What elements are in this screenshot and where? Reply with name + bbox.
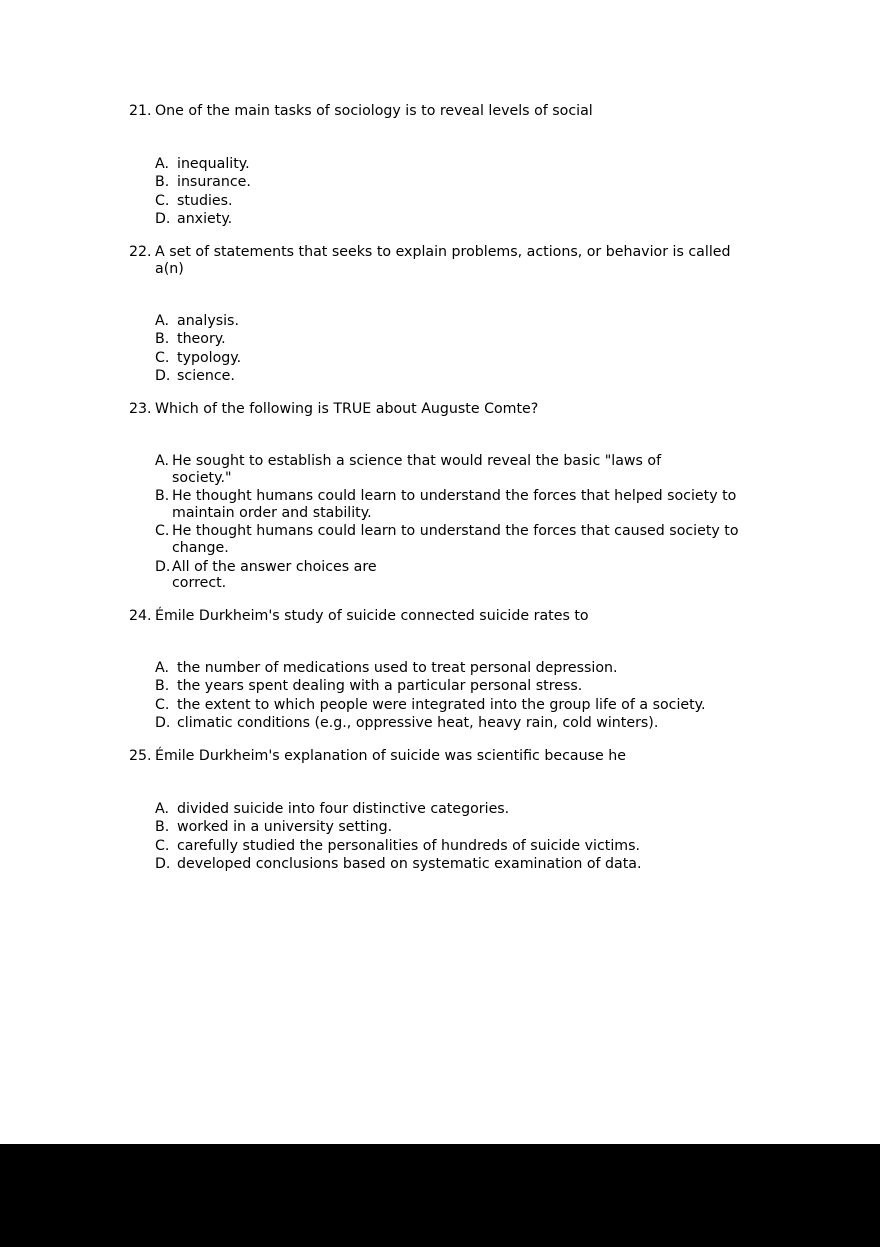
option-a [155, 659, 755, 677]
page-bottom-margin [0, 1144, 880, 1247]
question-text: Which of the following is TRUE about Auguste Comte? [155, 401, 539, 417]
question-text: Émile Durkheim's explanation of suicide was scientific because he [155, 748, 626, 764]
option-letter: D. [155, 368, 171, 385]
option-d [155, 855, 755, 873]
option-text: science. [177, 368, 235, 385]
question-25-options [155, 800, 755, 874]
option-a [155, 155, 755, 173]
option-letter: B. [155, 678, 170, 695]
option-text: anxiety. [177, 211, 233, 228]
question-21-options [155, 155, 755, 229]
question-23-options [155, 453, 755, 594]
option-d [155, 714, 755, 732]
option-letter: B. [155, 174, 170, 191]
option-text: developed conclusions based on systematic examination of data. [177, 856, 642, 873]
option-text: He thought humans could learn to understand the forces that caused society to change. [172, 523, 739, 557]
option-d [155, 210, 755, 228]
option-letter: D. [155, 211, 171, 228]
option-text: the number of medications used to treat personal depression. [177, 660, 618, 676]
option-letter: C. [155, 696, 170, 713]
option-text: All of the answer choices are correct. [172, 558, 377, 592]
option-d [155, 559, 395, 593]
question-24 [129, 608, 759, 625]
question-22-options [155, 312, 755, 386]
question-number: 24. [129, 608, 152, 624]
option-c [155, 349, 755, 367]
option-text: He thought humans could learn to understand the forces that helped society to maintain order and stability. [172, 488, 737, 521]
question-21 [129, 103, 759, 120]
option-text: He sought to establish a science that would reveal the basic "laws of society." [172, 453, 662, 486]
option-letter: C. [155, 349, 170, 366]
option-c [155, 192, 755, 210]
option-a [155, 312, 755, 330]
option-a [155, 453, 675, 487]
option-text: studies. [177, 192, 233, 209]
option-letter: B. [155, 488, 170, 505]
question-23 [129, 401, 759, 418]
question-24-options [155, 659, 755, 733]
option-d [155, 367, 755, 385]
option-letter: D. [155, 715, 171, 732]
option-c [155, 837, 755, 855]
option-letter: A. [155, 453, 169, 469]
question-text: A set of statements that seeks to explain problems, actions, or behavior is called a(n) [155, 244, 736, 277]
question-number: 21. [129, 103, 152, 119]
option-b [155, 818, 755, 836]
question-25 [129, 748, 759, 765]
option-letter: C. [155, 192, 170, 209]
option-letter: A. [155, 156, 169, 172]
option-text: climatic conditions (e.g., oppressive heat, heavy rain, cold winters). [177, 715, 659, 732]
option-letter: A. [155, 801, 169, 817]
option-text: worked in a university setting. [177, 819, 393, 836]
option-letter: A. [155, 660, 169, 676]
option-text: insurance. [177, 174, 251, 191]
question-number: 22. [129, 244, 152, 260]
option-letter: D. [155, 558, 171, 575]
option-text: carefully studied the personalities of hundreds of suicide victims. [177, 837, 640, 854]
option-text: inequality. [177, 156, 250, 172]
option-letter: B. [155, 331, 170, 348]
option-b [155, 677, 755, 695]
option-a [155, 800, 755, 818]
option-text: the extent to which people were integrated into the group life of a society. [177, 696, 706, 713]
option-text: analysis. [177, 313, 239, 329]
option-text: typology. [177, 349, 242, 366]
question-number: 25. [129, 748, 152, 764]
question-text: One of the main tasks of sociology is to reveal levels of social [155, 103, 593, 119]
option-letter: C. [155, 523, 170, 540]
option-text: theory. [177, 331, 226, 348]
option-c [155, 696, 755, 714]
option-letter: A. [155, 313, 169, 329]
option-letter: D. [155, 856, 171, 873]
question-22 [129, 244, 744, 277]
option-b [155, 488, 755, 522]
question-number: 23. [129, 401, 152, 417]
option-letter: C. [155, 837, 170, 854]
option-c [155, 523, 755, 557]
option-b [155, 330, 755, 348]
option-letter: B. [155, 819, 170, 836]
question-text: Émile Durkheim's study of suicide connected suicide rates to [155, 608, 589, 624]
option-text: the years spent dealing with a particular personal stress. [177, 678, 583, 695]
option-b [155, 173, 755, 191]
option-text: divided suicide into four distinctive categories. [177, 801, 510, 817]
